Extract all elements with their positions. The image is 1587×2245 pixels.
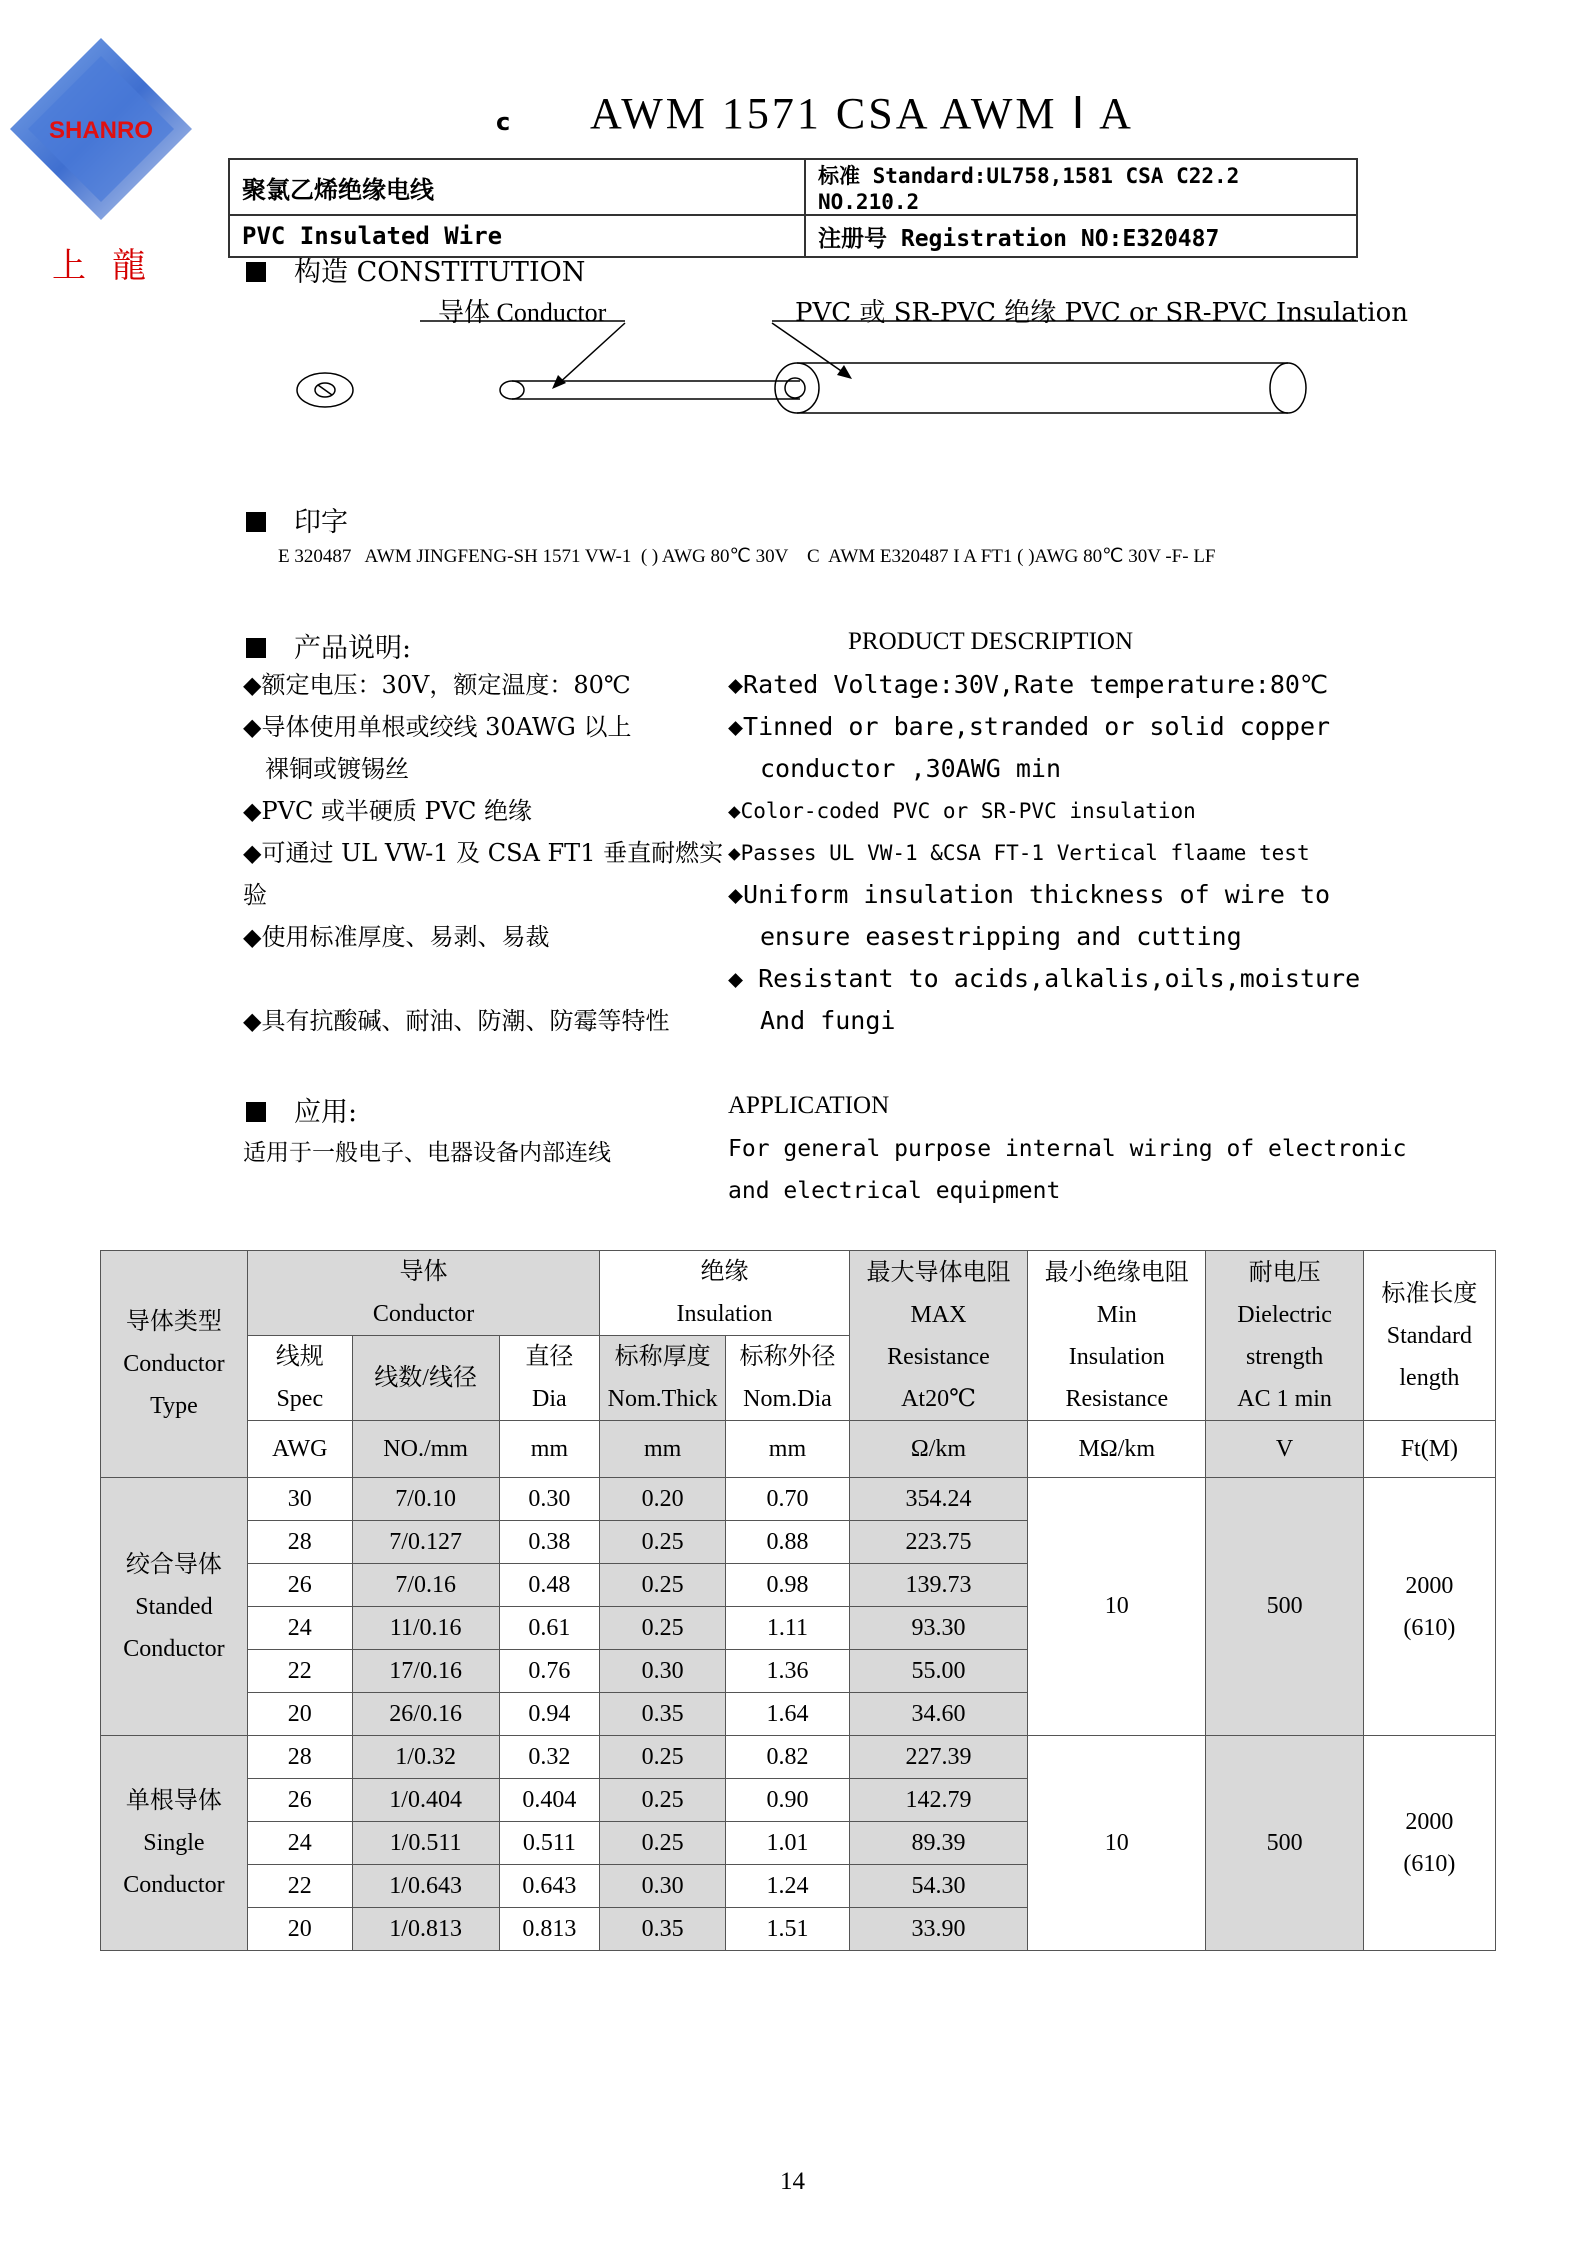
table-cell: 0.643 bbox=[499, 1865, 600, 1908]
table-cell: 1.24 bbox=[726, 1865, 850, 1908]
table-cell: 0.38 bbox=[499, 1521, 600, 1564]
table-cell: 22 bbox=[247, 1865, 352, 1908]
description-cn-item: ◆额定电压：30V，额定温度：80℃ bbox=[243, 671, 631, 699]
description-en-item: ◆Passes UL VW-1 &CSA FT-1 Vertical flaame test bbox=[728, 841, 1310, 865]
table-cell: 223.75 bbox=[849, 1521, 1027, 1564]
bullet-square-icon bbox=[246, 1102, 266, 1122]
table-cell: 142.79 bbox=[849, 1779, 1027, 1822]
table-cell: 0.35 bbox=[600, 1908, 726, 1951]
table-cell: 0.30 bbox=[499, 1478, 600, 1521]
header-conductor: 导体 Conductor bbox=[247, 1251, 599, 1336]
table-cell: 28 bbox=[247, 1736, 352, 1779]
header-nom-dia: 标称外径 Nom.Dia bbox=[726, 1336, 850, 1421]
table-cell: 0.25 bbox=[600, 1822, 726, 1865]
description-cn-item: ◆可通过 UL VW-1 及 CSA FT1 垂直耐燃实验 bbox=[243, 839, 724, 909]
unit-cell: mm bbox=[726, 1421, 850, 1478]
header-insulation: 绝缘 Insulation bbox=[600, 1251, 850, 1336]
header-table bbox=[228, 158, 1358, 258]
table-cell: 1.64 bbox=[726, 1693, 850, 1736]
header-conductor-type: 导体类型 Conductor Type bbox=[101, 1251, 248, 1478]
product-name-cn: 聚氯乙烯绝缘电线 bbox=[229, 159, 805, 215]
unit-cell: Ft(M) bbox=[1363, 1421, 1495, 1478]
table-cell: 0.88 bbox=[726, 1521, 850, 1564]
description-en-item: ◆Color-coded PVC or SR-PVC insulation bbox=[728, 799, 1196, 823]
standard-length-cell: 2000 (610) bbox=[1363, 1478, 1495, 1736]
table-cell: 1/0.511 bbox=[352, 1822, 499, 1865]
table-cell: 0.35 bbox=[600, 1693, 726, 1736]
description-cn-item: ◆PVC 或半硬质 PVC 绝缘 bbox=[243, 797, 533, 825]
description-cn-item: ◆具有抗酸碱、耐油、防潮、防霉等特性 bbox=[243, 1007, 670, 1035]
description-cn-item: 裸铜或镀锡丝 bbox=[265, 755, 409, 783]
product-name-en: PVC Insulated Wire bbox=[229, 215, 805, 257]
table-cell: 17/0.16 bbox=[352, 1650, 499, 1693]
description-cn-list bbox=[243, 664, 733, 1042]
table-cell: 55.00 bbox=[849, 1650, 1027, 1693]
table-cell: 54.30 bbox=[849, 1865, 1027, 1908]
table-cell: 26/0.16 bbox=[352, 1693, 499, 1736]
table-cell: 24 bbox=[247, 1822, 352, 1865]
description-heading-en: PRODUCT DESCRIPTION bbox=[848, 628, 1133, 655]
description-en-item: ◆Uniform insulation thickness of wire to bbox=[728, 880, 1331, 909]
application-heading-en: APPLICATION bbox=[728, 1092, 890, 1119]
table-cell: 0.30 bbox=[600, 1865, 726, 1908]
logo-chinese-text: 上龍 bbox=[52, 246, 172, 286]
table-cell: 33.90 bbox=[849, 1908, 1027, 1951]
description-en-item: And fungi bbox=[760, 1006, 896, 1035]
table-cell: 0.76 bbox=[499, 1650, 600, 1693]
table-row bbox=[101, 1478, 1496, 1521]
description-heading-cn: 产品说明: bbox=[246, 626, 411, 665]
table-cell: 20 bbox=[247, 1908, 352, 1951]
table-row bbox=[101, 1736, 1496, 1779]
table-cell: 89.39 bbox=[849, 1822, 1027, 1865]
table-cell: 30 bbox=[247, 1478, 352, 1521]
registration-cell: 注册号 Registration NO:E320487 bbox=[805, 215, 1357, 257]
description-en-item: ◆Rated Voltage:30V,Rate temperature:80℃ bbox=[728, 670, 1329, 699]
header-standard-length: 标准长度 Standard length bbox=[1363, 1251, 1495, 1421]
description-cn-item: ◆使用标准厚度、易剥、易裁 bbox=[243, 923, 550, 951]
table-cell: 0.25 bbox=[600, 1779, 726, 1822]
application-cn: 适用于一般电子、电器设备内部连线 bbox=[243, 1140, 611, 1166]
min-insulation-cell: 10 bbox=[1028, 1478, 1206, 1736]
table-cell: 1/0.32 bbox=[352, 1736, 499, 1779]
description-en-item: ◆ Resistant to acids,alkalis,oils,moisture bbox=[728, 964, 1361, 993]
table-cell: 1/0.813 bbox=[352, 1908, 499, 1951]
marking-text: E 320487 AWM JINGFENG-SH 1571 VW-1 ( ) AWG 80℃ 30V C AWM E320487 I A FT1 ( )AWG 80℃ 30V -F- LF bbox=[278, 546, 1216, 567]
table-cell: 354.24 bbox=[849, 1478, 1027, 1521]
header-max-resistance: 最大导体电阻 MAX Resistance At20℃ bbox=[849, 1251, 1027, 1421]
table-cell: 11/0.16 bbox=[352, 1607, 499, 1650]
table-cell: 34.60 bbox=[849, 1693, 1027, 1736]
table-cell: 0.25 bbox=[600, 1521, 726, 1564]
dielectric-cell: 500 bbox=[1206, 1736, 1363, 1951]
table-cell: 0.20 bbox=[600, 1478, 726, 1521]
unit-cell: NO./mm bbox=[352, 1421, 499, 1478]
unit-cell: V bbox=[1206, 1421, 1363, 1478]
insulation-label: PVC 或 SR-PVC 绝缘 PVC or SR-PVC Insulation bbox=[795, 298, 1409, 328]
table-cell: 0.30 bbox=[600, 1650, 726, 1693]
description-en-item: ensure easestripping and cutting bbox=[760, 922, 1242, 951]
construction-heading: 构造 CONSTITUTION bbox=[246, 250, 585, 289]
table-cell: 26 bbox=[247, 1564, 352, 1607]
table-cell: 1.01 bbox=[726, 1822, 850, 1865]
group-type-cell: 单根导体 Single Conductor bbox=[101, 1736, 248, 1951]
description-en-item: ◆Tinned or bare,stranded or solid copper bbox=[728, 712, 1331, 741]
table-cell: 26 bbox=[247, 1779, 352, 1822]
unit-cell: mm bbox=[600, 1421, 726, 1478]
table-cell: 1/0.643 bbox=[352, 1865, 499, 1908]
table-cell: 0.813 bbox=[499, 1908, 600, 1951]
table-cell: 0.82 bbox=[726, 1736, 850, 1779]
table-cell: 0.98 bbox=[726, 1564, 850, 1607]
bullet-square-icon bbox=[246, 262, 266, 282]
description-en-item: conductor ,30AWG min bbox=[760, 754, 1062, 783]
bullet-square-icon bbox=[246, 512, 266, 532]
unit-cell: Ω/km bbox=[849, 1421, 1027, 1478]
table-cell: 0.70 bbox=[726, 1478, 850, 1521]
header-dia: 直径 Dia bbox=[499, 1336, 600, 1421]
table-cell: 7/0.16 bbox=[352, 1564, 499, 1607]
unit-cell: AWG bbox=[247, 1421, 352, 1478]
application-heading-cn: 应用: bbox=[246, 1090, 357, 1129]
table-cell: 0.511 bbox=[499, 1822, 600, 1865]
min-insulation-cell: 10 bbox=[1028, 1736, 1206, 1951]
unit-cell: MΩ/km bbox=[1028, 1421, 1206, 1478]
conductor-label: 导体 Conductor bbox=[438, 298, 607, 327]
table-cell: 7/0.10 bbox=[352, 1478, 499, 1521]
marking-heading: 印字 bbox=[246, 500, 348, 539]
table-cell: 1.36 bbox=[726, 1650, 850, 1693]
standard-cell: 标准 Standard:UL758,1581 CSA C22.2 NO.210.2 bbox=[805, 159, 1357, 215]
standard-length-cell: 2000 (610) bbox=[1363, 1736, 1495, 1951]
description-en-list bbox=[728, 664, 1388, 1042]
table-cell: 22 bbox=[247, 1650, 352, 1693]
bullet-square-icon bbox=[246, 638, 266, 658]
table-cell: 20 bbox=[247, 1693, 352, 1736]
table-cell: 0.90 bbox=[726, 1779, 850, 1822]
table-cell: 0.32 bbox=[499, 1736, 600, 1779]
application-en-line2: and electrical equipment bbox=[728, 1178, 1061, 1204]
page-title: AWM 1571 CSA AWM Ⅰ A bbox=[590, 89, 1134, 138]
table-cell: 1.11 bbox=[726, 1607, 850, 1650]
dielectric-cell: 500 bbox=[1206, 1478, 1363, 1736]
group-type-cell: 绞合导体 Standed Conductor bbox=[101, 1478, 248, 1736]
description-cn-item: ◆导体使用单根或绞线 30AWG 以上 bbox=[243, 713, 632, 741]
table-cell: 24 bbox=[247, 1607, 352, 1650]
header-strand: 线数/线径 bbox=[352, 1336, 499, 1421]
table-cell: 0.48 bbox=[499, 1564, 600, 1607]
table-cell: 0.61 bbox=[499, 1607, 600, 1650]
unit-cell: mm bbox=[499, 1421, 600, 1478]
table-cell: 1/0.404 bbox=[352, 1779, 499, 1822]
table-cell: 0.94 bbox=[499, 1693, 600, 1736]
title-prefix: c bbox=[496, 108, 511, 136]
table-cell: 7/0.127 bbox=[352, 1521, 499, 1564]
application-en-line1: For general purpose internal wiring of electronic bbox=[728, 1136, 1407, 1162]
table-cell: 28 bbox=[247, 1521, 352, 1564]
wire-construction-diagram bbox=[280, 315, 1370, 425]
company-logo bbox=[8, 36, 194, 222]
svg-text:SHANRO: SHANRO bbox=[48, 117, 154, 144]
header-nom-thick: 标称厚度 Nom.Thick bbox=[600, 1336, 726, 1421]
table-cell: 0.25 bbox=[600, 1607, 726, 1650]
page-number: 14 bbox=[780, 2168, 805, 2195]
spec-table bbox=[100, 1250, 1496, 1951]
table-cell: 0.25 bbox=[600, 1736, 726, 1779]
table-cell: 0.404 bbox=[499, 1779, 600, 1822]
table-cell: 227.39 bbox=[849, 1736, 1027, 1779]
header-dielectric: 耐电压 Dielectric strength AC 1 min bbox=[1206, 1251, 1363, 1421]
header-spec: 线规 Spec bbox=[247, 1336, 352, 1421]
table-cell: 1.51 bbox=[726, 1908, 850, 1951]
table-cell: 93.30 bbox=[849, 1607, 1027, 1650]
header-min-insulation: 最小绝缘电阻 Min Insulation Resistance bbox=[1028, 1251, 1206, 1421]
table-cell: 0.25 bbox=[600, 1564, 726, 1607]
table-cell: 139.73 bbox=[849, 1564, 1027, 1607]
